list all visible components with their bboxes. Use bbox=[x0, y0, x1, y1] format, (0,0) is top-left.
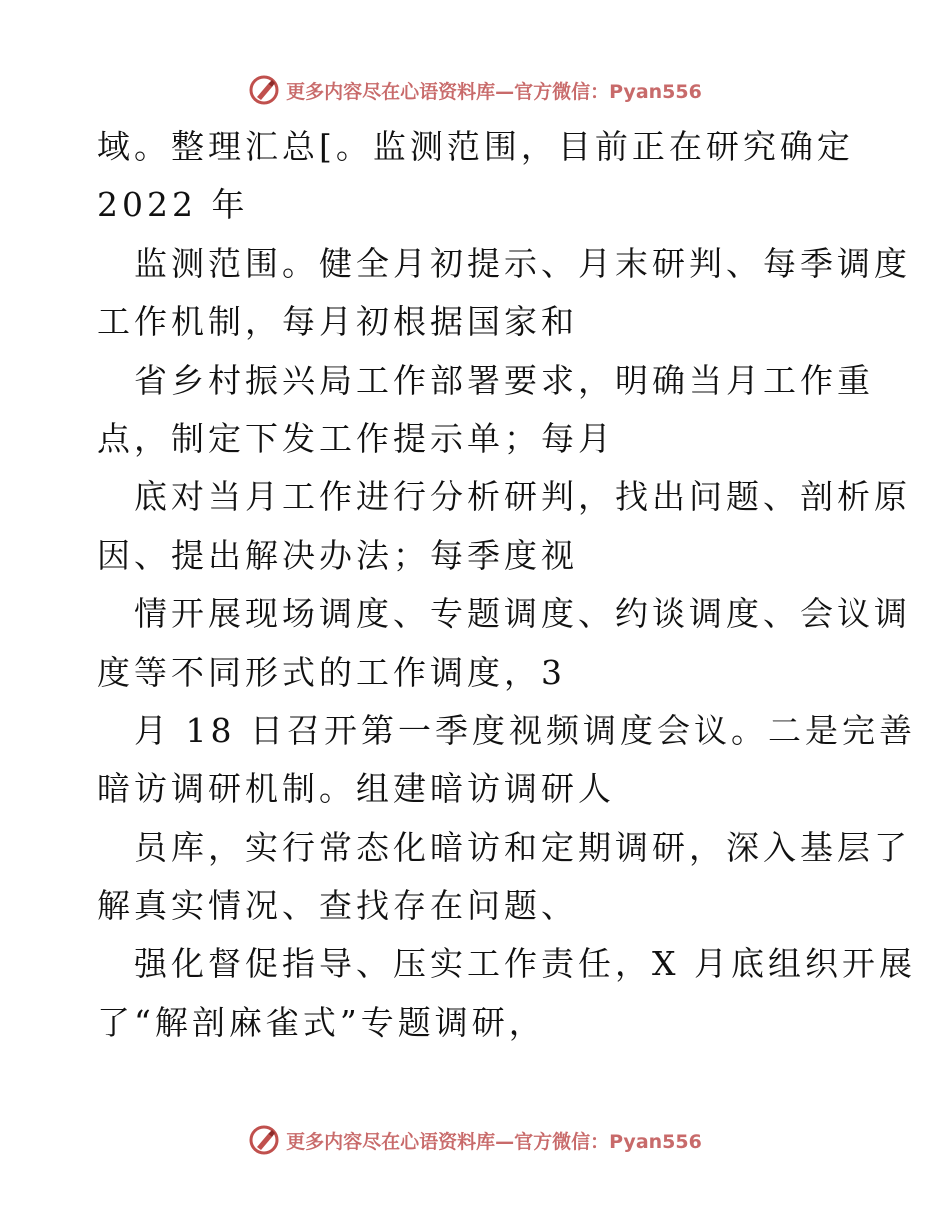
text-line: 省乡村振兴局工作部署要求，明确当月工作重 bbox=[134, 360, 874, 400]
footer-banner bbox=[0, 1120, 950, 1160]
text-line: 度等不同形式的工作调度，3 bbox=[97, 652, 566, 692]
text-line: 员库，实行常态化暗访和定期调研，深入基层了 bbox=[134, 827, 911, 867]
text-line: 因、提出解决办法；每季度视 bbox=[97, 535, 578, 575]
seal-pen-icon bbox=[248, 74, 280, 106]
text-line: 监测范围。健全月初提示、月末研判、每季调度 bbox=[134, 243, 911, 283]
text-line: 强化督促指导、压实工作责任，X 月底组织开展 bbox=[134, 944, 916, 984]
text-line: 工作机制，每月初根据国家和 bbox=[97, 302, 578, 342]
text-line: 底对当月工作进行分析研判，找出问题、剖析原 bbox=[134, 477, 911, 517]
text-line: 了“解剖麻雀式”专题调研， bbox=[97, 1002, 546, 1042]
text-line: 点，制定下发工作提示单；每月 bbox=[97, 418, 615, 458]
text-line: 月 18 日召开第一季度视频调度会议。二是完善 bbox=[134, 710, 916, 750]
document-body bbox=[97, 118, 916, 1052]
text-line: 2022 年 bbox=[97, 185, 249, 225]
header-banner-text: 更多内容尽在心语资料库—官方微信：Pyan556 bbox=[286, 80, 702, 103]
footer-banner-text: 更多内容尽在心语资料库—官方微信：Pyan556 bbox=[286, 1130, 702, 1153]
text-line: 暗访调研机制。组建暗访调研人 bbox=[97, 769, 615, 809]
header-banner bbox=[0, 70, 950, 110]
text-line: 解真实情况、查找存在问题、 bbox=[97, 886, 578, 926]
text-line: 域。整理汇总[。监测范围，目前正在研究确定 bbox=[97, 127, 854, 166]
text-line: 情开展现场调度、专题调度、约谈调度、会议调 bbox=[134, 594, 911, 634]
seal-pen-icon bbox=[248, 1124, 280, 1156]
